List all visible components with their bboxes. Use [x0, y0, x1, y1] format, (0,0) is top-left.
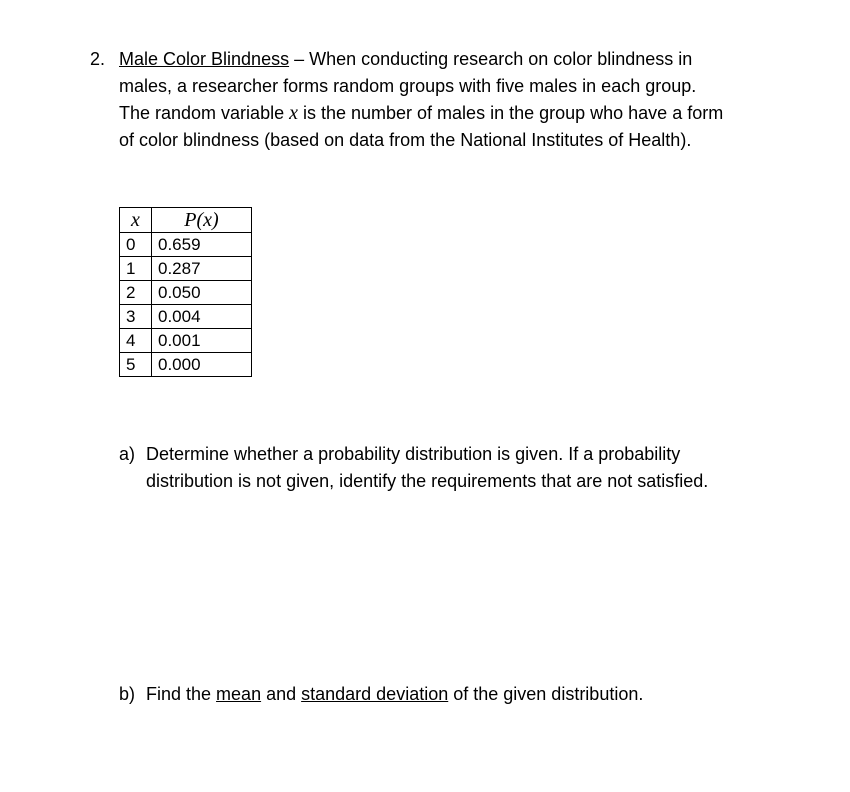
random-variable: x	[289, 102, 298, 124]
part-b-text-3: of the given distribution.	[448, 684, 644, 704]
x-value: 4	[120, 329, 152, 353]
x-value: 2	[120, 281, 152, 305]
problem-text	[119, 46, 730, 154]
x-value: 0	[120, 233, 152, 257]
part-b-text-2: and	[261, 684, 302, 704]
mean-term: mean	[216, 684, 262, 704]
table-row	[120, 281, 252, 305]
part-b-text-1: Find the	[146, 684, 217, 704]
table-header-row	[120, 208, 252, 233]
header-x: x	[120, 208, 152, 233]
part-a-label: a)	[119, 444, 136, 464]
p-value: 0.287	[152, 257, 252, 281]
table-row	[120, 329, 252, 353]
p-value: 0.004	[152, 305, 252, 329]
problem-number: 2.	[90, 49, 106, 69]
std-term: standard deviation	[301, 684, 449, 704]
problem-title: Male Color Blindness	[119, 49, 290, 69]
part-a	[119, 441, 769, 495]
header-px: P(x)	[152, 208, 252, 233]
part-b-label: b)	[119, 684, 136, 704]
table-row	[120, 233, 252, 257]
table-row	[120, 257, 252, 281]
part-b-text	[146, 681, 769, 708]
p-value: 0.001	[152, 329, 252, 353]
part-b	[119, 681, 769, 708]
problem-statement	[90, 46, 730, 154]
problem-text-1: When conducting research on color blindness in males, a researcher forms random groups with five males in each group. The random variable	[119, 49, 697, 123]
part-a-text: Determine whether a probability distribution is given. If a probability distribution is not given, identify the requirements that are not satisfied.	[146, 444, 709, 491]
x-value: 3	[120, 305, 152, 329]
p-value: 0.659	[152, 233, 252, 257]
p-value: 0.050	[152, 281, 252, 305]
x-value: 1	[120, 257, 152, 281]
table-row	[120, 353, 252, 377]
title-dash: –	[289, 49, 310, 69]
probability-table	[119, 207, 252, 377]
p-value: 0.000	[152, 353, 252, 377]
table-row	[120, 305, 252, 329]
x-value: 5	[120, 353, 152, 377]
problem-text-2: is the number of males in the group who have a form of color blindness (based on data from the National Institutes of Health).	[119, 103, 724, 150]
